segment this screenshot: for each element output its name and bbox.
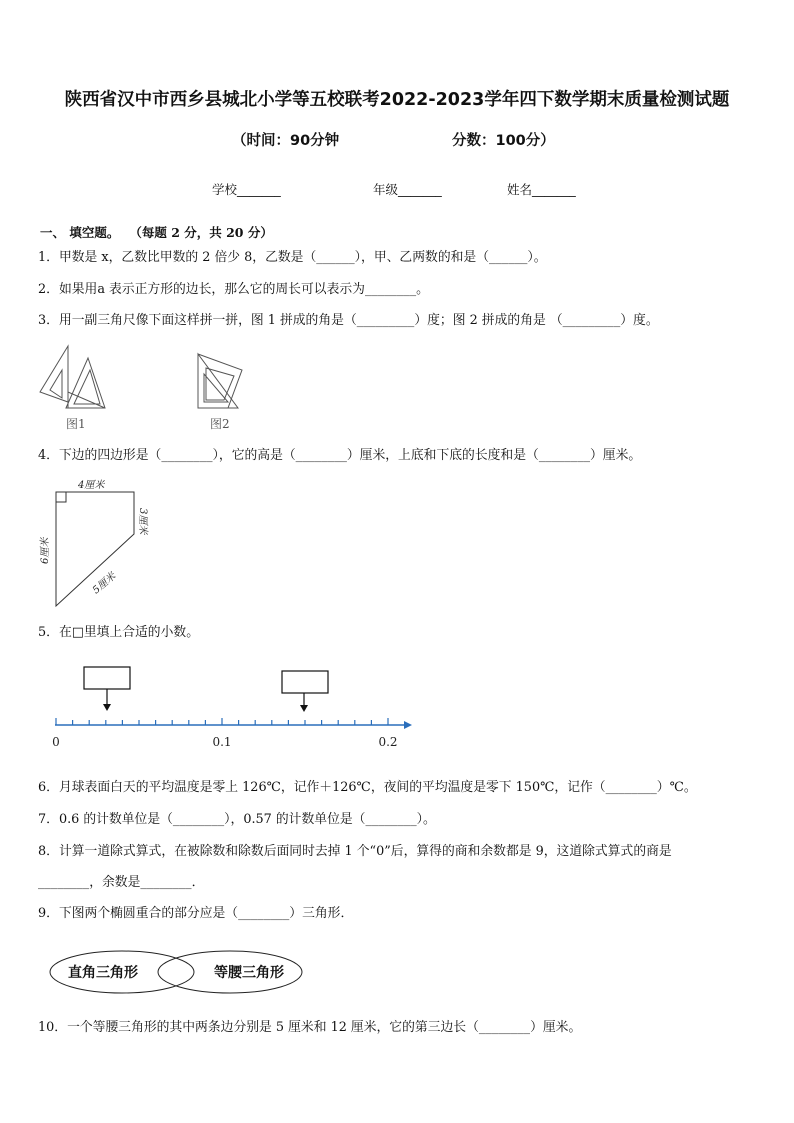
axis-arrow: [404, 721, 412, 729]
question-8-line-2: ________，余数是________．: [38, 875, 205, 890]
right-angle-mark: [56, 492, 66, 502]
question-10: 10．一个等腰三角形的其中两条边分别是 5 厘米和 12 厘米，它的第三边长（________）厘米。: [38, 1020, 582, 1035]
question-7: 7．0.6 的计数单位是（________），0.57 的计数单位是（________）。: [38, 812, 436, 827]
question-3: 3．用一副三角尺像下面这样拼一拼，图 1 拼成的角是（_________）度；图 2 拼成的角是 （_________）度。: [38, 313, 659, 328]
tick-label-0: 0: [52, 735, 60, 749]
question-6: 6．月球表面白天的平均温度是零上 126℃，记作＋126℃，夜间的平均温度是零下 150℃，记作（________）℃。: [38, 780, 697, 795]
left-ellipse-label: 直角三角形: [68, 965, 138, 981]
grade-field: [373, 180, 442, 198]
school-label: 学校: [212, 182, 238, 197]
arrow-1-head: [103, 704, 111, 711]
label-right: 3厘米: [137, 508, 148, 535]
answer-box-1[interactable]: [84, 667, 130, 689]
number-line-figure: [40, 660, 430, 755]
label-left: 6厘米: [40, 537, 51, 564]
question-4: 4．下边的四边形是（________），它的高是（________）厘米，上底和下底的长度和是（________）厘米。: [38, 448, 642, 463]
axis-ticks: [56, 718, 388, 725]
triangle-rulers-figure: [30, 340, 260, 435]
trapezoid-figure: [30, 472, 170, 612]
section-note: （每题 2 分，共 20 分）: [129, 225, 273, 240]
time-label: （时间：90分钟: [232, 133, 340, 149]
name-blank[interactable]: _______: [532, 182, 576, 197]
school-blank[interactable]: _______: [237, 182, 281, 197]
name-label: 姓名: [507, 182, 533, 197]
right-ellipse-label: 等腰三角形: [214, 965, 284, 981]
section-heading: [40, 223, 273, 241]
figure-2-rulers: [198, 354, 242, 408]
section-title: 一、 填空题。: [40, 225, 120, 240]
question-1: 1．甲数是 x，乙数比甲数的 2 倍少 8，乙数是（______），甲、乙两数的和是（______）。: [38, 250, 547, 265]
tick-label-0.2: 0.2: [378, 735, 398, 749]
label-bottom: 5厘米: [90, 570, 119, 597]
school-field: [212, 180, 281, 198]
score-label: 分数：100分）: [452, 133, 555, 149]
page-title: 陕西省汉中市西乡县城北小学等五校联考2022-2023学年四下数学期末质量检测试题: [64, 90, 730, 110]
name-field: [507, 180, 576, 198]
grade-label: 年级: [373, 182, 399, 197]
question-5: 5．在□里填上合适的小数。: [38, 625, 199, 640]
figure-2-caption: 图2: [210, 417, 230, 431]
arrow-2-head: [300, 705, 308, 712]
answer-box-2[interactable]: [282, 671, 328, 693]
question-8-line-1: 8．计算一道除式算式，在被除数和除数后面同时去掉 1 个“0”后，算得的商和余数都是 9，这道除式算式的商是: [38, 844, 672, 859]
figure-1-caption: 图1: [66, 417, 86, 431]
figure-1-rulers: [40, 346, 105, 408]
grade-blank[interactable]: _______: [398, 182, 442, 197]
tick-label-0.1: 0.1: [212, 735, 232, 749]
ellipse-figure: [48, 948, 308, 998]
question-2: 2．如果用a 表示正方形的边长，那么它的周长可以表示为________。: [38, 282, 429, 297]
label-top: 4厘米: [78, 480, 105, 491]
question-9: 9．下图两个椭圆重合的部分应是（________）三角形．: [38, 906, 354, 921]
